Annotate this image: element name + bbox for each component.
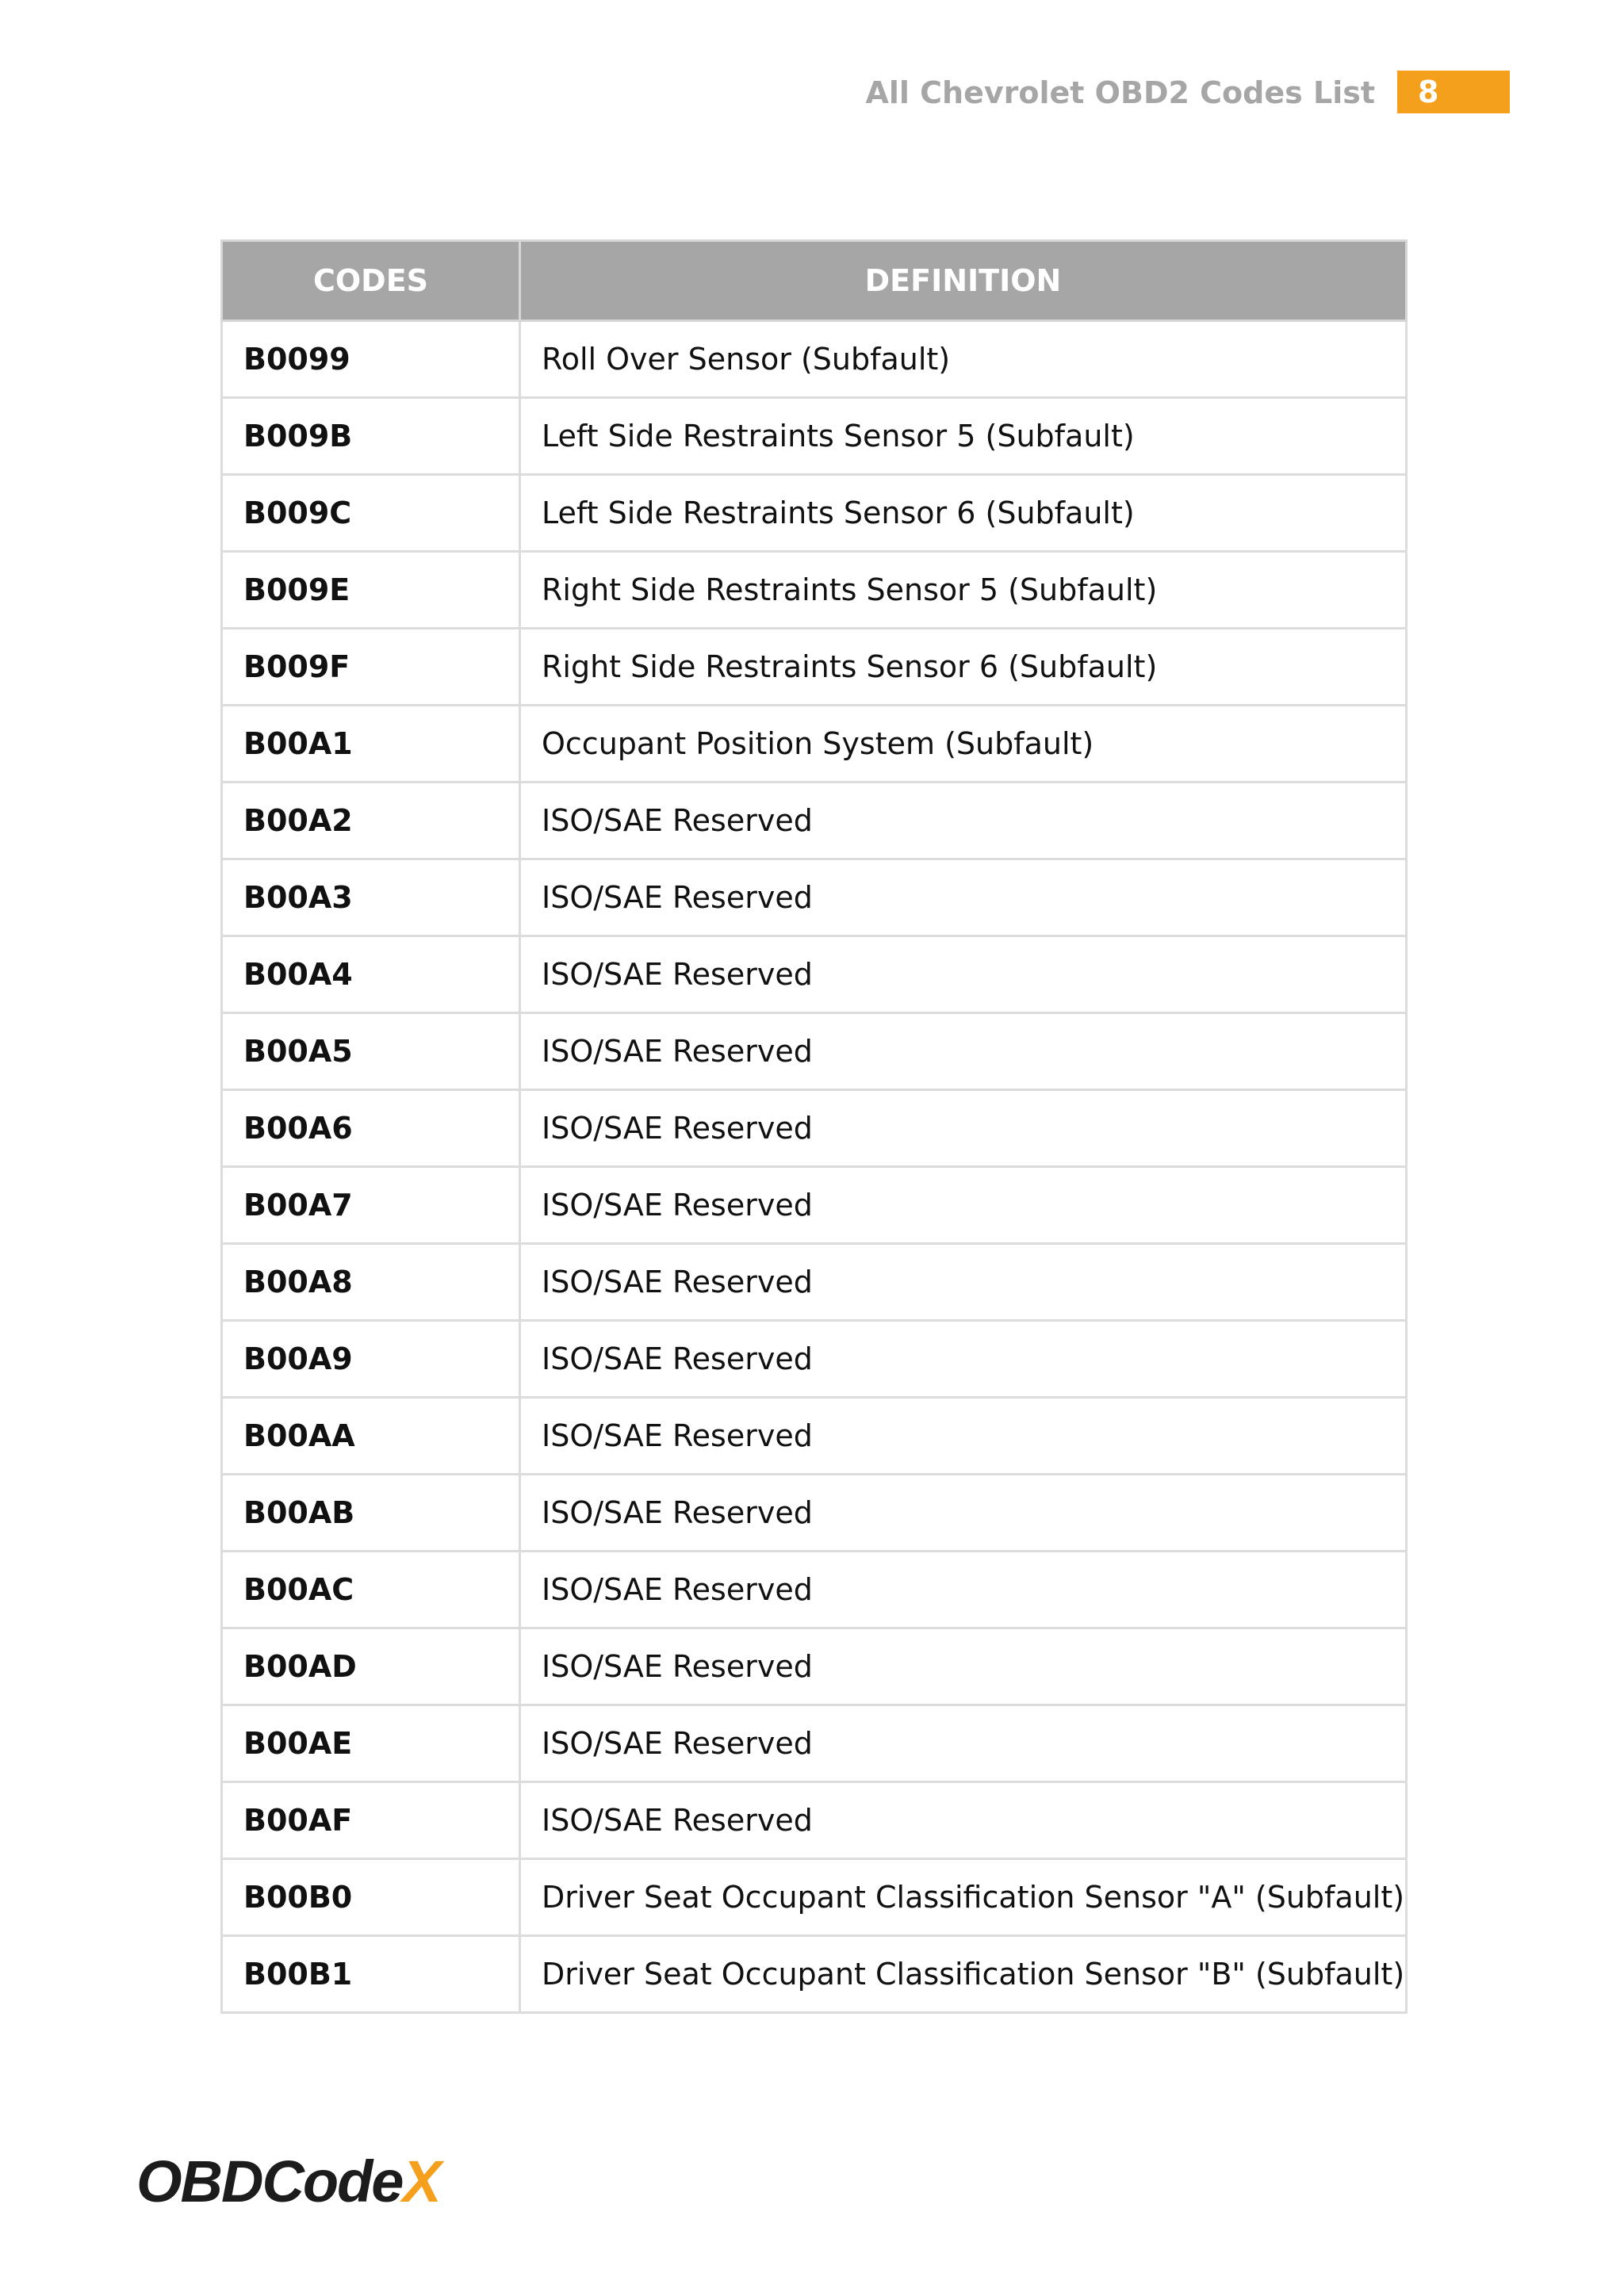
definition-cell: ISO/SAE Reserved bbox=[520, 1552, 1407, 1628]
obdcodex-logo: OBDCodeX bbox=[136, 2149, 440, 2214]
code-cell: B00A7 bbox=[222, 1167, 520, 1244]
definition-cell: ISO/SAE Reserved bbox=[520, 783, 1407, 859]
definition-cell: ISO/SAE Reserved bbox=[520, 1244, 1407, 1321]
table-row bbox=[222, 398, 1407, 475]
table-row bbox=[222, 1782, 1407, 1859]
definition-cell: Driver Seat Occupant Classification Sensor "A" (Subfault) bbox=[520, 1859, 1407, 1936]
code-cell: B00A6 bbox=[222, 1090, 520, 1167]
code-cell: B009E bbox=[222, 552, 520, 629]
column-header-codes: CODES bbox=[222, 241, 520, 321]
definition-cell: Roll Over Sensor (Subfault) bbox=[520, 321, 1407, 398]
table-row bbox=[222, 552, 1407, 629]
table-row bbox=[222, 1244, 1407, 1321]
definition-cell: ISO/SAE Reserved bbox=[520, 1321, 1407, 1398]
table-row bbox=[222, 783, 1407, 859]
table-row bbox=[222, 1552, 1407, 1628]
code-cell: B00A2 bbox=[222, 783, 520, 859]
table-row bbox=[222, 475, 1407, 552]
code-cell: B009B bbox=[222, 398, 520, 475]
page-number-badge: 8 bbox=[1397, 71, 1510, 113]
code-cell: B00B0 bbox=[222, 1859, 520, 1936]
table-row bbox=[222, 1013, 1407, 1090]
definition-cell: ISO/SAE Reserved bbox=[520, 859, 1407, 936]
definition-cell: ISO/SAE Reserved bbox=[520, 1475, 1407, 1552]
code-cell: B00A3 bbox=[222, 859, 520, 936]
table-row bbox=[222, 1475, 1407, 1552]
definition-cell: Right Side Restraints Sensor 6 (Subfault) bbox=[520, 629, 1407, 706]
table-row bbox=[222, 936, 1407, 1013]
table-row bbox=[222, 1705, 1407, 1782]
definition-cell: ISO/SAE Reserved bbox=[520, 1782, 1407, 1859]
code-cell: B00AB bbox=[222, 1475, 520, 1552]
codes-table bbox=[220, 239, 1408, 2014]
code-cell: B00A1 bbox=[222, 706, 520, 783]
code-cell: B00B1 bbox=[222, 1936, 520, 2013]
code-cell: B0099 bbox=[222, 321, 520, 398]
code-cell: B00A8 bbox=[222, 1244, 520, 1321]
definition-cell: Occupant Position System (Subfault) bbox=[520, 706, 1407, 783]
table-row bbox=[222, 1167, 1407, 1244]
definition-cell: ISO/SAE Reserved bbox=[520, 1090, 1407, 1167]
table-row bbox=[222, 321, 1407, 398]
code-cell: B00A5 bbox=[222, 1013, 520, 1090]
table-row bbox=[222, 1859, 1407, 1936]
code-cell: B00AD bbox=[222, 1628, 520, 1705]
definition-cell: ISO/SAE Reserved bbox=[520, 1628, 1407, 1705]
code-cell: B00A9 bbox=[222, 1321, 520, 1398]
code-cell: B00AA bbox=[222, 1398, 520, 1475]
table-header-row bbox=[222, 241, 1407, 321]
table-body bbox=[222, 321, 1407, 2013]
column-header-definition: DEFINITION bbox=[520, 241, 1407, 321]
table-row bbox=[222, 859, 1407, 936]
definition-cell: ISO/SAE Reserved bbox=[520, 1167, 1407, 1244]
table-row bbox=[222, 1628, 1407, 1705]
code-cell: B009C bbox=[222, 475, 520, 552]
table-row bbox=[222, 1090, 1407, 1167]
table-row bbox=[222, 1398, 1407, 1475]
table-row bbox=[222, 1936, 1407, 2013]
definition-cell: ISO/SAE Reserved bbox=[520, 1398, 1407, 1475]
code-cell: B009F bbox=[222, 629, 520, 706]
page-title: All Chevrolet OBD2 Codes List bbox=[865, 75, 1375, 110]
table-row bbox=[222, 629, 1407, 706]
definition-cell: Left Side Restraints Sensor 5 (Subfault) bbox=[520, 398, 1407, 475]
code-cell: B00A4 bbox=[222, 936, 520, 1013]
table-row bbox=[222, 706, 1407, 783]
definition-cell: ISO/SAE Reserved bbox=[520, 1705, 1407, 1782]
definition-cell: Left Side Restraints Sensor 6 (Subfault) bbox=[520, 475, 1407, 552]
code-cell: B00AF bbox=[222, 1782, 520, 1859]
definition-cell: Driver Seat Occupant Classification Sensor "B" (Subfault) bbox=[520, 1936, 1407, 2013]
code-cell: B00AC bbox=[222, 1552, 520, 1628]
definition-cell: ISO/SAE Reserved bbox=[520, 1013, 1407, 1090]
definition-cell: Right Side Restraints Sensor 5 (Subfault) bbox=[520, 552, 1407, 629]
table-row bbox=[222, 1321, 1407, 1398]
definition-cell: ISO/SAE Reserved bbox=[520, 936, 1407, 1013]
code-cell: B00AE bbox=[222, 1705, 520, 1782]
